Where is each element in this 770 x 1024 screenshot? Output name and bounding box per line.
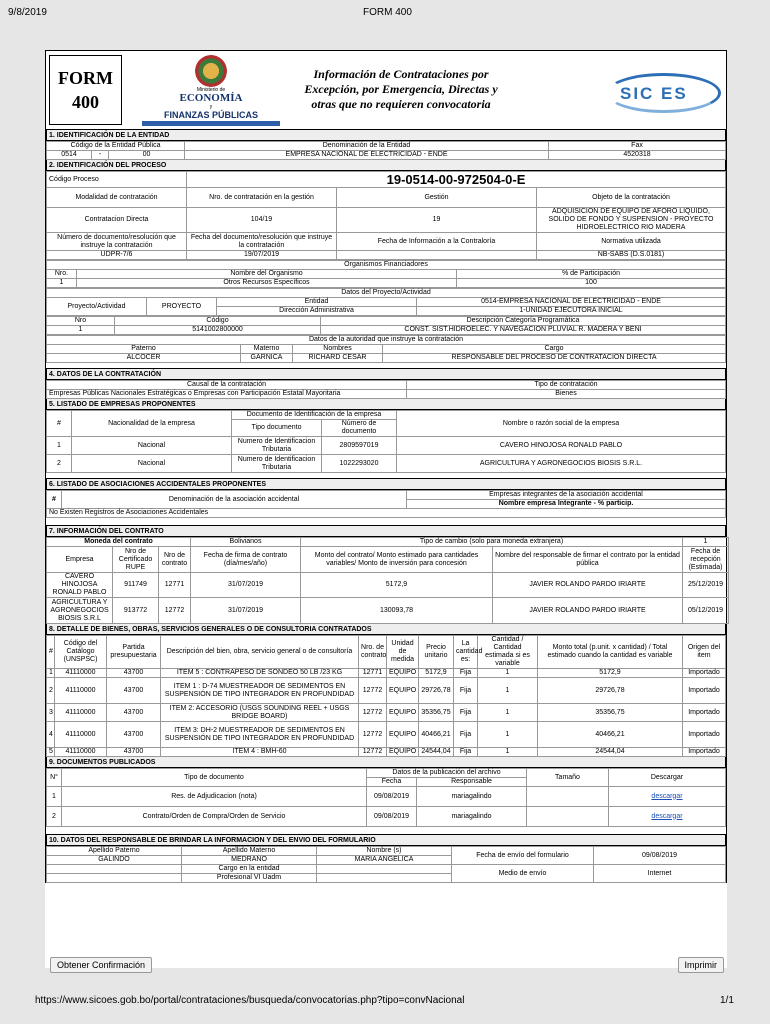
section-1-title: 1. IDENTIFICACIÓN DE LA ENTIDAD (46, 130, 726, 141)
items-table: # Código del Catálogo (UNSPSC) Partida presupuestaria Descripción del bien, obra, servicio general o de consultoría Nro. de contrato Unidad de medida Precio unitario La cantidad es: Cantidad / Cantidad estimada si es variable Monto total (p.unit. x cantidad) / Total estimado cuando la cantidad es variable Origen del item 1 41110000 43700 ITEM 5 : CONTRAPESO DE SONDEO 50 LB /23 KG 12771 EQUIPO 5172,9 Fija 1 5172,9 Importado 2 41110000 43700 ITEM 1 : D-74 MUESTREADOR DE SEDIMENTOS EN SUSPENSIÓN DE TIPO INTEGRADOR EN PROFUNDIDAD 12772 EQUIPO 29726,78 Fija 1 29726,78 Importado 3 41110000 43700 ITEM 2: ACCESORIO (USGS SOUNDING REEL + USGS BRIDGE BOARD) 12772 EQUIPO 35356,75 Fija 1 35356,75 Importado 4 41110000 43700 ITEM 3: DH-2 MUESTREADOR DE SEDIMENTOS EN SUSPENSIÓN DE TIPO INTEGRADOR EN PROFUNDIDAD 12772 EQUIPO 40466,21 Fija 1 40466,21 Importado 5 41110000 43700 ITEM 4 : BMH-60 12772 EQUIPO 24544,04 Fija 1 24544,04 Importado (46, 635, 726, 757)
page-title: Información de Contrataciones por Excepción, por Emergencia, Directas y otras que no requieren convocatoria (304, 67, 498, 111)
table-row: 4 41110000 43700 ITEM 3: DH-2 MUESTREADOR DE SEDIMENTOS EN SUSPENSIÓN DE TIPO INTEGRADOR EN PROFUNDIDAD 12772 EQUIPO 40466,21 Fija 1 40466,21 Importado (47, 722, 726, 748)
program-table: Nro Código Descripción Categoría Programática 1 5141002800000 CONST. SIST.HIDROELEC. Y NAVEGACION PLUVIAL R. MADERA Y BENI (46, 316, 726, 335)
ministry-logo: Ministerio de ECONOMÍA y FINANZAS PÚBLICAS (136, 55, 286, 127)
table-row: 2 41110000 43700 ITEM 1 : D-74 MUESTREADOR DE SEDIMENTOS EN SUSPENSIÓN DE TIPO INTEGRADOR EN PROFUNDIDAD 12772 EQUIPO 29726,78 Fija 1 29726,78 Importado (47, 678, 726, 704)
section-6-title: 6. LISTADO DE ASOCIACIONES ACCIDENTALES PROPONENTES (46, 479, 726, 490)
form-header (45, 50, 727, 130)
documents-table: N° Tipo de documento Datos de la publicación del archivo Tamaño Descargar Fecha Responsable 1 Res. de Adjudicacion (nota) 09/08/2019 mariagalindo descargar 2 Contrato/Orden de Compra/Orden de Servicio 09/08/2019 mariagalindo descargar (46, 768, 726, 827)
table-row: AGRICULTURA Y AGRONEGOCIOS BIOSIS S.R.L 913772 12772 31/07/2019 130093,78 JAVIER ROLANDO PARDO IRIARTE 05/12/2019 (47, 598, 729, 624)
table-row: 2 Contrato/Orden de Compra/Orden de Servicio 09/08/2019 mariagalindo descargar (47, 807, 726, 827)
section-5-title: 5. LISTADO DE EMPRESAS PROPONENTES (46, 399, 726, 410)
table-row: CAVERO HINOJOSA RONALD PABLO 911749 12771 31/07/2019 5172,9 JAVIER ROLANDO PARDO IRIARTE 25/12/2019 (47, 573, 729, 598)
project-table: Datos del Proyecto/Actividad Proyecto/Actividad PROYECTO Entidad 0514-EMPRESA NACIONAL DE ELECTRICIDAD - ENDE Dirección Administrativa 1-UNIDAD EJECUTORA INICIAL (46, 288, 726, 316)
page-count: 1/1 (720, 995, 734, 1006)
associations-table: # Denominación de la asociación accidental Empresas integrantes de la asociación accidental Nombre empresa Integrante - % particip. No Existen Registros de Asociaciones Accidentales (46, 490, 726, 518)
bidders-table: # Nacionalidad de la empresa Documento de Identificación de la empresa Nombre o razón social de la empresa Tipo documento Número de documento 1 Nacional Numero de Identificacion Tributaria 2809597019 CAVERO HINOJOSA RONALD PABLO 2 Nacional Numero de Identificacion Tributaria 1022293020 AGRICULTURA Y AGRONEGOCIOS BIOSIS S.R.L. (46, 410, 726, 473)
table-row: 5 41110000 43700 ITEM 4 : BMH-60 12772 EQUIPO 24544,04 Fija 1 24544,04 Importado (47, 748, 726, 757)
sicoes-logo: SIC ES (606, 73, 721, 113)
section-2-title: 2. IDENTIFICACIÓN DEL PROCESO (46, 160, 726, 171)
table-row: 1 Res. de Adjudicacion (nota) 09/08/2019 mariagalindo descargar (47, 787, 726, 807)
table-row: 1 41110000 43700 ITEM 5 : CONTRAPESO DE SONDEO 50 LB /23 KG 12771 EQUIPO 5172,9 Fija 1 5172,9 Importado (47, 669, 726, 678)
authority-table: Datos de la autoridad que instruye la contratación Paterno Materno Nombres Cargo ALCOCER GARNICA RICHARD CESAR RESPONSABLE DEL PROCESO DE CONTRATACION DIRECTA (46, 335, 726, 363)
section-7-title: 7. INFORMACIÓN DEL CONTRATO (46, 526, 726, 537)
responsible-table: Apellido Paterno Apellido Materno Nombre (s) Fecha de envío del formulario 09/08/2019 GALINDO MEDRANO MARIA ANGELICA Cargo en la entidad Medio de envío Internet Profesional VI Uadm (46, 846, 726, 883)
print-button[interactable]: Imprimir (678, 957, 725, 973)
page-url: https://www.sicoes.gob.bo/portal/contrataciones/busqueda/convocatorias.php?tipo=convNacional (35, 995, 465, 1006)
funders-table: Organismos Financiadores Nro. Nombre del Organismo % de Participación 1 Otros Recursos Específicos 100 (46, 260, 726, 288)
process-table: Código Proceso 19-0514-00-972504-0-E Modalidad de contratación Nro. de contratación en la gestión Gestión Objeto de la contratación Contratacion Directa 104/19 19 ADQUISICION DE EQUIPO DE AFORO LIQUIDO, SOLIDO DE FONDO Y SUSPENSION - PROYECTO HIDROELECTRICO RIO MADERA Número de documento/resolución que instruye la contratación Fecha del documento/resolución que instruye la contratación Fecha de Información a la Contraloría Normativa utilizada UDPR-7/6 19/07/2019 NB-SABS (D.S.0181) (46, 171, 726, 260)
table-row: 2 Nacional Numero de Identificacion Tributaria 1022293020 AGRICULTURA Y AGRONEGOCIOS BIOSIS S.R.L. (47, 455, 726, 473)
section-10-title: 10. DATOS DEL RESPONSABLE DE BRINDAR LA INFORMACION Y DEL ENVIO DEL FORMULARIO (46, 835, 726, 846)
process-code: 19-0514-00-972504-0-E (187, 172, 726, 188)
entity-table: Código de la Entidad Pública Denominación de la Entidad Fax 0514 - 00 EMPRESA NACIONAL DE ELECTRICIDAD - ENDE 4520318 (46, 141, 726, 160)
download-link[interactable]: descargar (651, 792, 683, 800)
table-row: 1 Nacional Numero de Identificacion Tributaria 2809597019 CAVERO HINOJOSA RONALD PABLO (47, 437, 726, 455)
contract-table: Moneda del contrato Bolivianos Tipo de cambio (solo para moneda extranjera) 1 Empresa Nro de Certificado RUPE Nro de contrato Fecha de firma de contrato (día/mes/año) Monto del contrato/ Monto estimado para cantidades variables/ Monto de inversión para concesión Nombre del responsable de firmar el contrato por la entidad pública Fecha de recepción (Estimada) CAVERO HINOJOSA RONALD PABLO 911749 12771 31/07/2019 5172,9 JAVIER ROLANDO PARDO IRIARTE 25/12/2019 AGRICULTURA Y AGRONEGOCIOS BIOSIS S.R.L 913772 12772 31/07/2019 130093,78 JAVIER ROLANDO PARDO IRIARTE 05/12/2019 (46, 537, 729, 624)
section-9-title: 9. DOCUMENTOS PUBLICADOS (46, 757, 726, 768)
print-title: FORM 400 (363, 7, 412, 18)
print-date: 9/8/2019 (8, 7, 47, 18)
contract-data-table: Causal de la contratación Tipo de contratación Empresas Públicas Nacionales Estratégicas o Empresas con Participación Estatal Mayoritaria Bienes (46, 380, 726, 399)
get-confirmation-button[interactable]: Obtener Confirmación (50, 957, 152, 973)
form-400 (45, 50, 727, 968)
section-8-title: 8. DETALLE DE BIENES, OBRAS, SERVICIOS GENERALES O DE CONSULTORIA CONTRATADOS (46, 624, 726, 635)
download-link[interactable]: descargar (651, 812, 683, 820)
bolivia-seal-icon (195, 55, 227, 87)
section-4-title: 4. DATOS DE LA CONTRATACIÓN (46, 369, 726, 380)
form-number-box: FORM 400 (49, 55, 122, 125)
table-row: 3 41110000 43700 ITEM 2: ACCESORIO (USGS SOUNDING REEL + USGS BRIDGE BOARD) 12772 EQUIPO 35356,75 Fija 1 35356,75 Importado (47, 704, 726, 722)
